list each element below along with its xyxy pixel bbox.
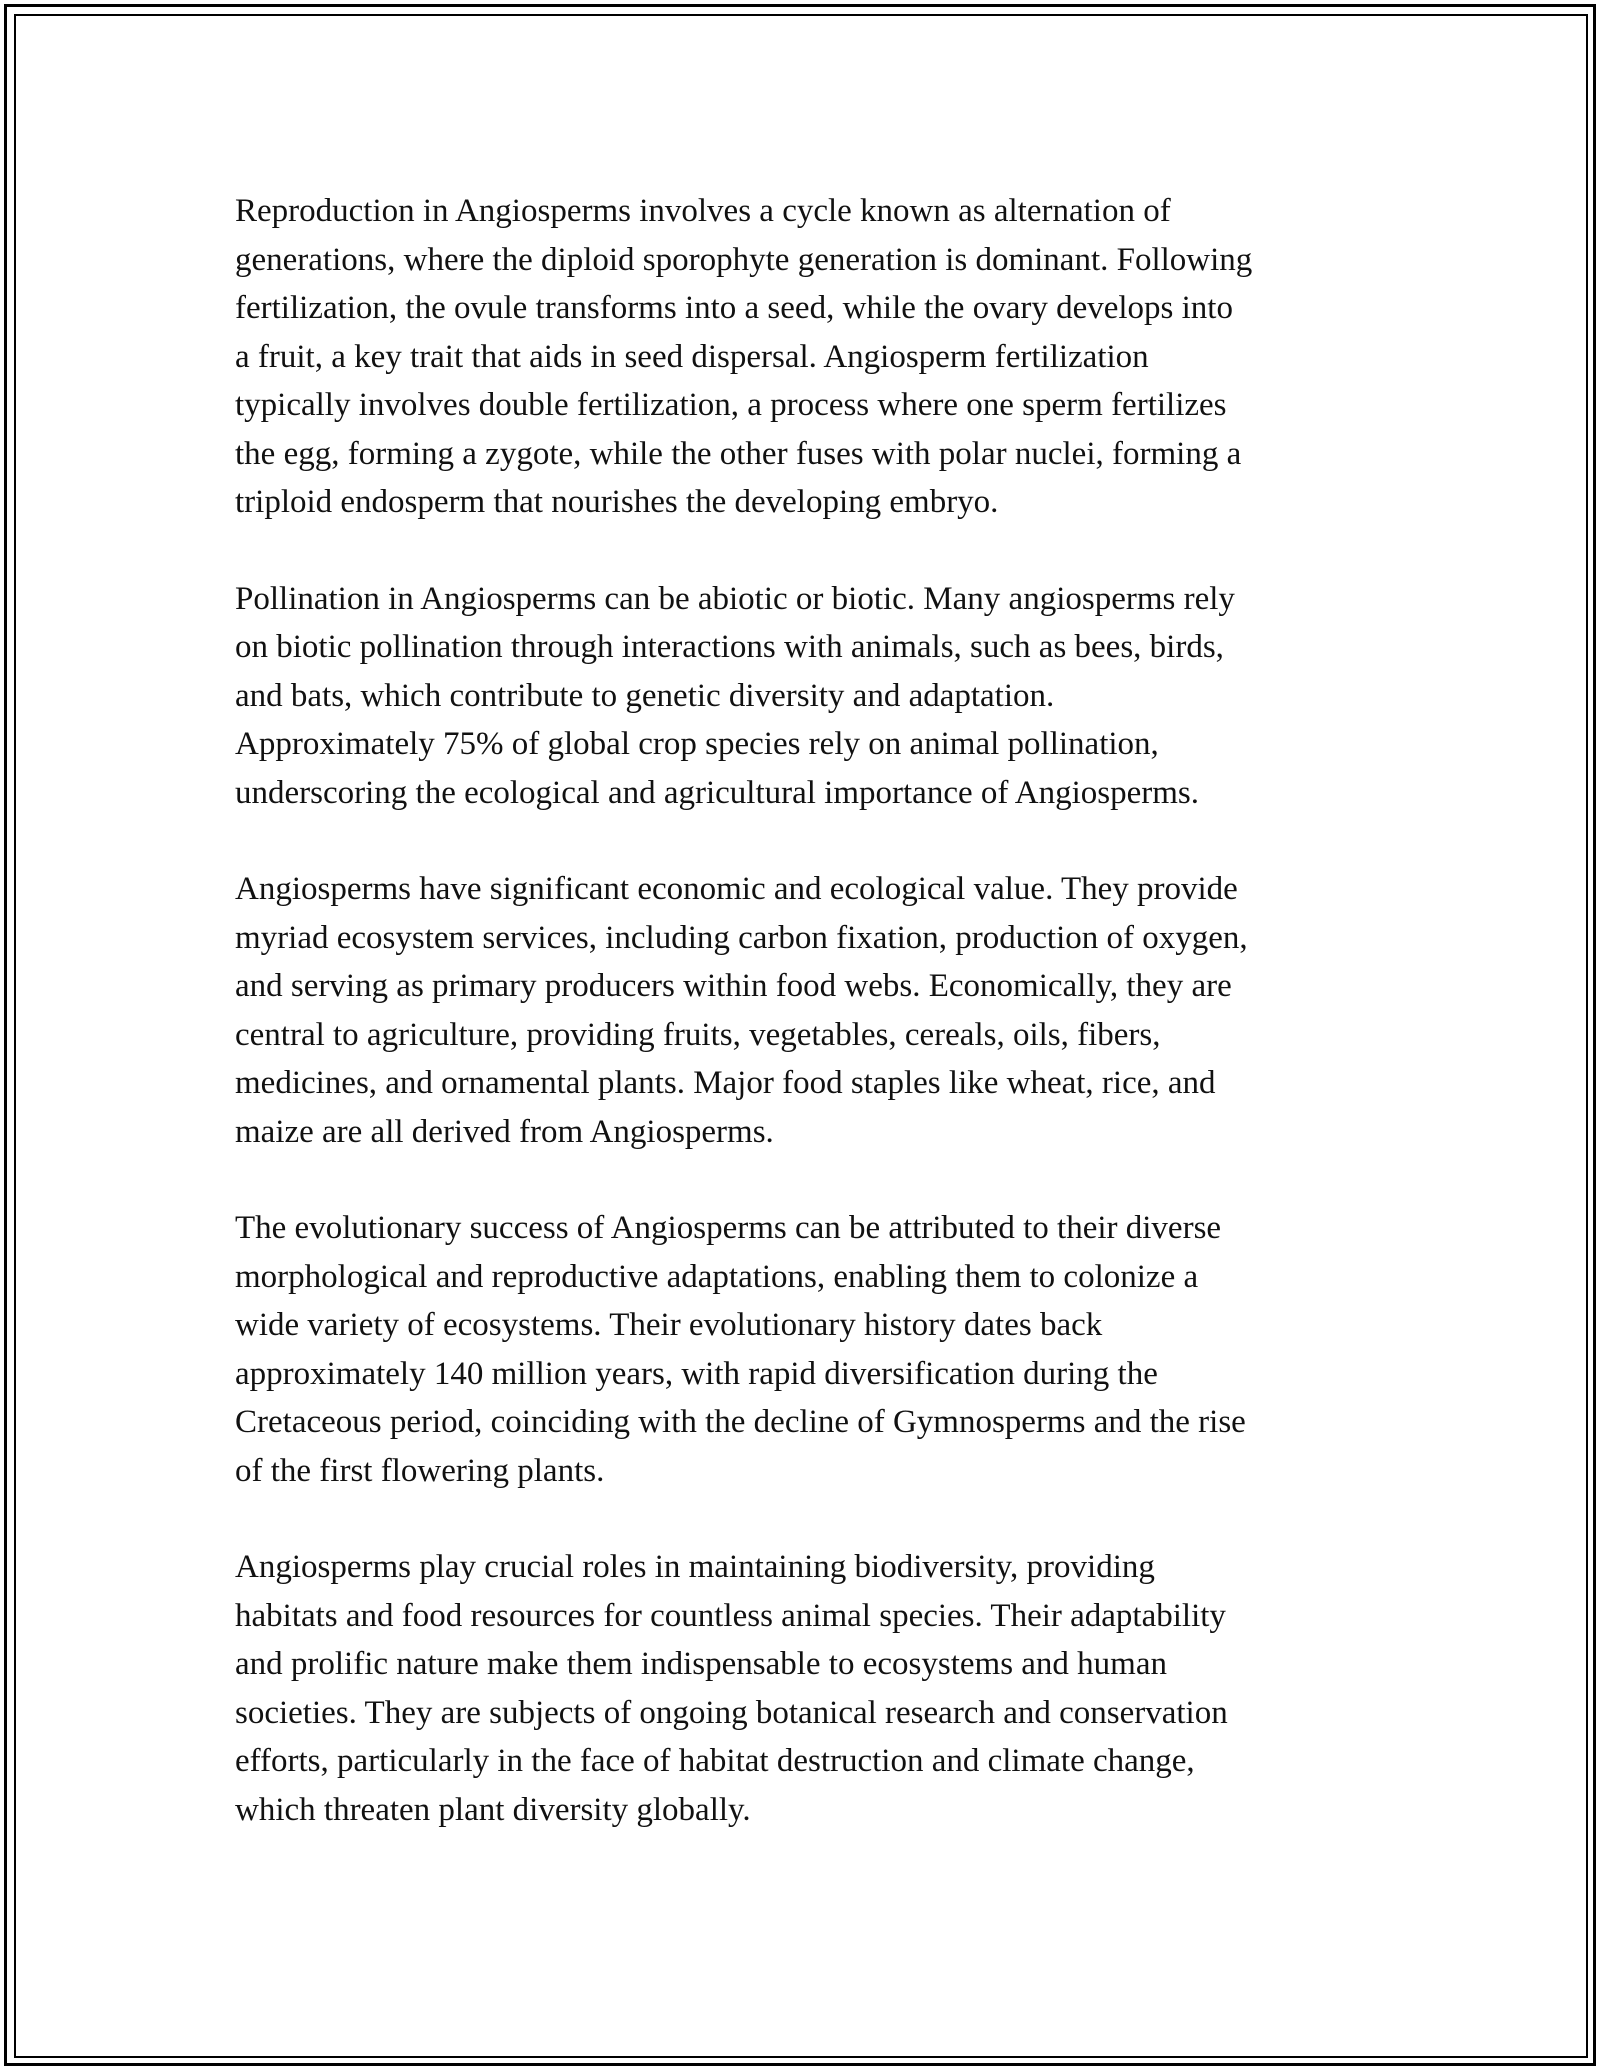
text-line: Approximately 75% of global crop species rely on animal pollination, (235, 726, 1159, 762)
text-line: and serving as primary producers within food webs. Economically, they are (235, 968, 1232, 1004)
paragraph-biodiversity (235, 1543, 1395, 1834)
text-line: central to agriculture, providing fruits, vegetables, cereals, oils, fibers, (235, 1016, 1161, 1053)
text-line: maize are all derived from Angiosperms. (235, 1113, 774, 1150)
text-line: Angiosperms have significant economic and ecological value. They provide (235, 871, 1238, 907)
text-line: The evolutionary success of Angiosperms can be attributed to their diverse (235, 1210, 1222, 1246)
text-line: triploid endosperm that nourishes the developing embryo. (235, 484, 999, 520)
text-line: Cretaceous period, coinciding with the decline of Gymnosperms and the rise (235, 1404, 1246, 1440)
text-line: medicines, and ornamental plants. Major food staples like wheat, rice, and (235, 1065, 1216, 1101)
text-line: Pollination in Angiosperms can be abiotic or biotic. Many angiosperms rely (235, 580, 1235, 617)
text-line: typically involves double fertilization, a process where one sperm fertilizes (235, 387, 1227, 423)
text-line: the egg, forming a zygote, while the other fuses with polar nuclei, forming a (235, 435, 1242, 472)
text-line: underscoring the ecological and agricultural importance of Angiosperms. (235, 774, 1200, 811)
paragraph-economic-value (235, 865, 1395, 1156)
text-line: of the first flowering plants. (235, 1452, 605, 1489)
paragraph-pollination (235, 575, 1395, 818)
text-line: wide variety of ecosystems. Their evolutionary history dates back (235, 1307, 1103, 1343)
text-line: and bats, which contribute to genetic diversity and adaptation. (235, 677, 1055, 714)
text-line: generations, where the diploid sporophyte generation is dominant. Following (235, 241, 1253, 278)
text-line: myriad ecosystem services, including carbon fixation, production of oxygen, (235, 919, 1248, 956)
text-line: Reproduction in Angiosperms involves a cycle known as alternation of (235, 193, 1171, 229)
text-line: and prolific nature make them indispensable to ecosystems and human (235, 1646, 1167, 1682)
text-line: fertilization, the ovule transforms into a seed, while the ovary develops into (235, 290, 1233, 326)
text-line: morphological and reproductive adaptations, enabling them to colonize a (235, 1258, 1199, 1295)
text-line: efforts, particularly in the face of habitat destruction and climate change, (235, 1743, 1195, 1779)
text-line: which threaten plant diversity globally. (235, 1791, 751, 1828)
document-body (235, 187, 1395, 1882)
text-line: Angiosperms play crucial roles in maintaining biodiversity, providing (235, 1549, 1155, 1585)
text-line: a fruit, a key trait that aids in seed dispersal. Angiosperm fertilization (235, 338, 1149, 375)
text-line: societies. They are subjects of ongoing botanical research and conservation (235, 1694, 1228, 1731)
paragraph-reproduction (235, 187, 1395, 527)
paragraph-evolutionary-success (235, 1204, 1395, 1495)
text-line: habitats and food resources for countless animal species. Their adaptability (235, 1597, 1226, 1634)
text-line: approximately 140 million years, with rapid diversification during the (235, 1355, 1158, 1392)
text-line: on biotic pollination through interactions with animals, such as bees, birds, (235, 629, 1224, 665)
